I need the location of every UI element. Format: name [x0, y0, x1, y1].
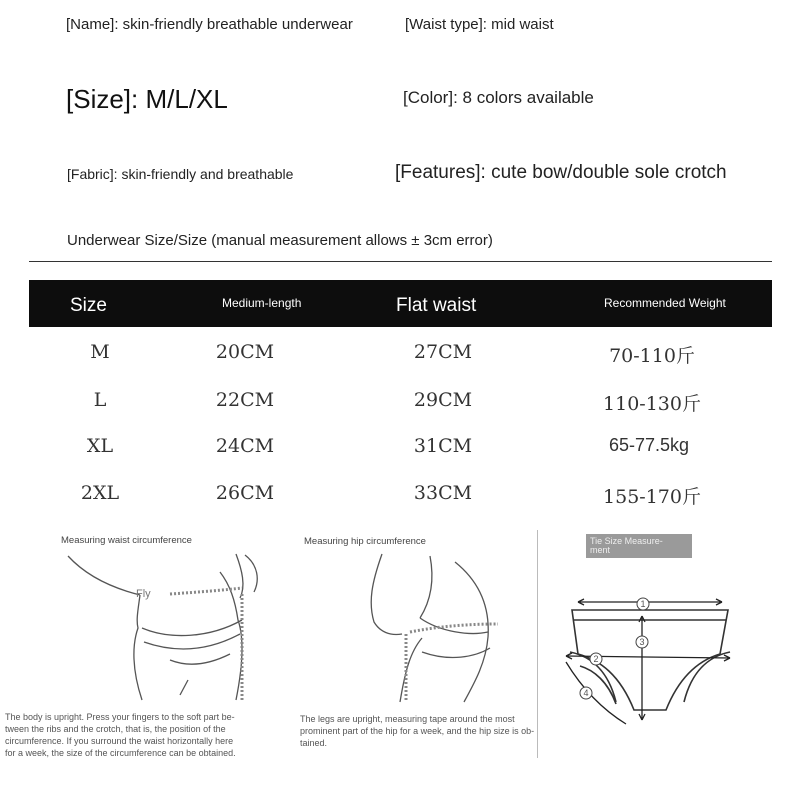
- hip-measure-illustration: [360, 552, 520, 704]
- spec-waist-type: [Waist type]: mid waist: [405, 16, 554, 33]
- waist-note-line: for a week, the size of the circumference can be obtained.: [5, 748, 236, 758]
- waist-fly-label: Fly: [136, 588, 151, 600]
- hip-note-line: The legs are upright, measuring tape around the most: [300, 714, 515, 724]
- marker-4: 4: [583, 688, 589, 698]
- cell-size: L: [93, 389, 107, 411]
- hip-note-line: tained.: [300, 738, 328, 748]
- tie-size-label: [586, 534, 692, 558]
- cell-weight: 110-130斤: [603, 393, 701, 415]
- divider-rule: [29, 261, 772, 262]
- waist-caption: Measuring waist circumference: [61, 535, 192, 546]
- header-flat-waist: Flat waist: [396, 295, 477, 316]
- waist-note-line: circumference. If you surround the waist horizontally here: [5, 736, 234, 746]
- waist-note-line: The body is upright. Press your fingers to the soft part be-: [5, 712, 235, 722]
- cell-medium-length: 26CM: [215, 482, 275, 504]
- underwear-diagram: [560, 590, 740, 735]
- cell-weight: 65-77.5kg: [608, 435, 690, 455]
- spec-features: [Features]: cute bow/double sole crotch: [395, 162, 727, 183]
- cell-flat-waist: 29CM: [413, 389, 473, 411]
- cell-weight: 155-170斤: [603, 486, 701, 508]
- cell-weight: 70-110斤: [609, 345, 695, 367]
- tie-size-label-line: Tie Size Measure-: [590, 536, 663, 546]
- cell-medium-length: 20CM: [215, 341, 275, 363]
- section-divider: [537, 530, 538, 758]
- hip-note-line: prominent part of the hip for a week, and the hip size is ob-: [300, 726, 535, 736]
- tie-size-label-line: ment: [590, 545, 611, 555]
- cell-flat-waist: 31CM: [413, 435, 473, 457]
- spec-fabric: [Fabric]: skin-friendly and breathable: [67, 166, 294, 182]
- header-medium-length: Medium-length: [222, 296, 302, 310]
- cell-size: XL: [86, 435, 114, 457]
- cell-flat-waist: 27CM: [413, 341, 473, 363]
- cell-medium-length: 22CM: [215, 389, 275, 411]
- header-size: Size: [70, 295, 107, 316]
- hip-caption: Measuring hip circumference: [304, 536, 426, 547]
- marker-3: 3: [639, 637, 645, 647]
- marker-2: 2: [593, 654, 599, 664]
- marker-1: 1: [640, 599, 646, 609]
- waist-measure-illustration: [60, 550, 280, 705]
- spec-name: [Name]: skin-friendly breathable underwear: [66, 16, 353, 33]
- header-recommended-weight: Recommended Weight: [604, 296, 726, 310]
- table-title: Underwear Size/Size (manual measurement allows ± 3cm error): [67, 232, 493, 249]
- cell-medium-length: 24CM: [215, 435, 275, 457]
- spec-size: [Size]: M/L/XL: [66, 84, 228, 114]
- cell-size: 2XL: [80, 482, 120, 504]
- size-table-header: [29, 280, 772, 327]
- cell-size: M: [90, 341, 110, 363]
- cell-flat-waist: 33CM: [413, 482, 473, 504]
- spec-color: [Color]: 8 colors available: [403, 88, 594, 107]
- waist-note-line: tween the ribs and the crotch, that is, the position of the: [5, 724, 226, 734]
